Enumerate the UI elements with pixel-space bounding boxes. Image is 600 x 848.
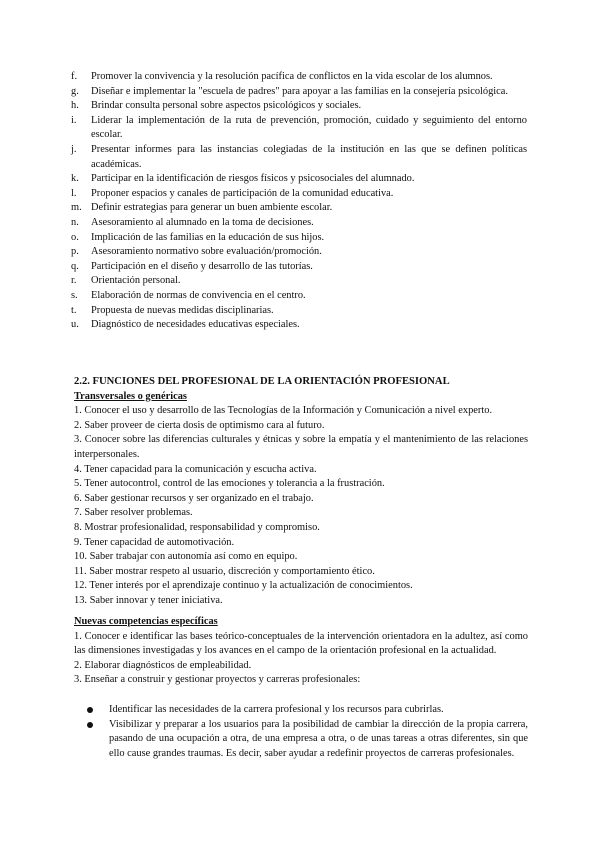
lettered-function-list xyxy=(71,70,527,333)
list-marker: f. xyxy=(71,71,78,82)
list-item xyxy=(71,318,527,333)
list-item xyxy=(109,703,528,718)
list-item-text: Participación en el diseño y desarrollo de las tutorías. xyxy=(91,260,313,272)
section-heading: 2.2. FUNCIONES DEL PROFESIONAL DE LA ORIENTACIÓN PROFESIONAL xyxy=(74,376,450,387)
list-item xyxy=(71,245,527,260)
list-marker: t. xyxy=(71,304,77,316)
list-item xyxy=(71,172,527,187)
list-item xyxy=(71,187,527,202)
list-item: 12. Tener interés por el aprendizaje continuo y la actualización de conocimientos. xyxy=(74,580,413,592)
list-item: 1. Conocer e identificar las bases teórico-conceptuales de la intervención orientadora en la adultez, así como las dimensiones investigadas y los avances en el campo de la orientación profesional en la actualidad. xyxy=(74,630,528,657)
list-item-text: Propuesta de nuevas medidas disciplinarias. xyxy=(91,304,274,316)
list-item xyxy=(71,70,527,85)
list-item: 11. Saber mostrar respeto al usuario, discreción y comportamiento ético. xyxy=(74,565,375,577)
list-item: 7. Saber resolver problemas. xyxy=(74,507,193,519)
list-item: 3. Enseñar a construir y gestionar proyectos y carreras profesionales: xyxy=(74,674,361,686)
list-item: 5. Tener autocontrol, control de las emociones y tolerancia a la frustración. xyxy=(74,478,385,490)
list-item-text: Participar en la identificación de riesgos físicos y psicosociales del alumnado. xyxy=(91,173,415,185)
list-item-text: Identificar las necesidades de la carrera profesional y los recursos para cubrirlas. xyxy=(109,704,444,715)
list-item xyxy=(71,260,527,275)
list-item xyxy=(71,99,527,114)
list-item: 6. Saber gestionar recursos y ser organizado en el trabajo. xyxy=(74,492,314,504)
list-marker: i. xyxy=(71,114,77,126)
list-marker: l. xyxy=(71,187,77,199)
list-item-text: Elaboración de normas de convivencia en el centro. xyxy=(91,289,306,301)
specific-competencies-section xyxy=(74,615,528,688)
list-item-text: Implicación de las familias en la educación de sus hijos. xyxy=(91,231,325,243)
section-2-2 xyxy=(74,375,528,609)
list-item: 3. Conocer sobre las diferencias culturales y étnicas y sobre la empatía y el mantenimiento de las relaciones interpersonales. xyxy=(74,434,528,460)
list-marker: s. xyxy=(71,289,78,301)
list-item xyxy=(71,274,527,289)
bullet-icon xyxy=(87,707,93,713)
specific-subheading: Nuevas competencias específicas xyxy=(74,616,218,627)
list-item-text: Asesoramiento al alumnado en la toma de decisiones. xyxy=(91,216,314,228)
list-item xyxy=(71,114,527,143)
list-marker: m. xyxy=(71,202,82,214)
list-item xyxy=(71,216,527,231)
list-item xyxy=(71,231,527,246)
list-item: 1. Conocer el uso y desarrollo de las Tecnologías de la Información y Comunicación a nivel experto. xyxy=(74,405,493,417)
list-item xyxy=(71,201,527,216)
list-item: 9. Tener capacidad de automotivación. xyxy=(74,536,235,548)
list-item: 13. Saber innovar y tener iniciativa. xyxy=(74,594,223,606)
list-marker: o. xyxy=(71,231,79,243)
transversal-competency-list xyxy=(74,404,528,608)
list-item: 2. Elaborar diagnósticos de empleabilidad. xyxy=(74,659,252,671)
list-item xyxy=(71,289,527,304)
list-marker: j. xyxy=(71,143,77,155)
list-marker: r. xyxy=(71,275,77,287)
list-item-text: Proponer espacios y canales de participación de la comunidad educativa. xyxy=(91,187,394,199)
transversal-subheading: Transversales o genéricas xyxy=(74,390,187,402)
bullet-icon xyxy=(87,722,93,728)
bullet-list xyxy=(109,703,528,761)
list-item: 2. Saber proveer de cierta dosis de optimismo cara al futuro. xyxy=(74,419,325,431)
list-item xyxy=(109,718,528,762)
list-item: 4. Tener capacidad para la comunicación y escucha activa. xyxy=(74,463,317,475)
list-marker: h. xyxy=(71,100,79,112)
list-item-text: Liderar la implementación de la ruta de prevención, promoción, cuidado y seguimiento del entorno escolar. xyxy=(91,114,527,141)
list-item: 10. Saber trabajar con autonomía así como en equipo. xyxy=(74,551,298,563)
list-marker: u. xyxy=(71,319,79,331)
list-marker: p. xyxy=(71,246,79,258)
list-marker: g. xyxy=(71,85,79,97)
list-item xyxy=(71,304,527,319)
list-item-text: Diseñar e implementar la "escuela de padres" para apoyar a las familias en la consejería psicológica. xyxy=(91,85,508,97)
list-item-text: Visibilizar y preparar a los usuarios para la posibilidad de cambiar la dirección de la propia carrera, pasando de una ocupación a otra, de una empresa a otra, o de unas tareas a otras diferentes, sin que ello cause grandes traumas. Es decir, saber ayudar a redefinir proyectos de carreras profesionales. xyxy=(109,718,528,759)
list-marker: n. xyxy=(71,216,79,228)
specific-competency-list xyxy=(74,630,528,688)
list-item-text: Diagnóstico de necesidades educativas especiales. xyxy=(91,319,300,331)
list-item-text: Orientación personal. xyxy=(91,275,181,287)
list-marker: q. xyxy=(71,260,79,272)
list-item: 8. Mostrar profesionalidad, responsabilidad y compromiso. xyxy=(74,521,320,533)
list-item-text: Asesoramiento normativo sobre evaluación/promoción. xyxy=(91,246,322,258)
list-marker: k. xyxy=(71,173,79,185)
list-item-text: Definir estrategias para generar un buen ambiente escolar. xyxy=(91,202,333,214)
list-item xyxy=(71,85,527,100)
list-item-text: Promover la convivencia y la resolución pacífica de conflictos en la vida escolar de los alumnos. xyxy=(91,71,493,82)
list-item-text: Presentar informes para las instancias colegiadas de la institución en las que se definen políticas académicas. xyxy=(91,143,527,170)
list-item xyxy=(71,143,527,172)
list-item-text: Brindar consulta personal sobre aspectos psicológicos y sociales. xyxy=(91,100,362,112)
